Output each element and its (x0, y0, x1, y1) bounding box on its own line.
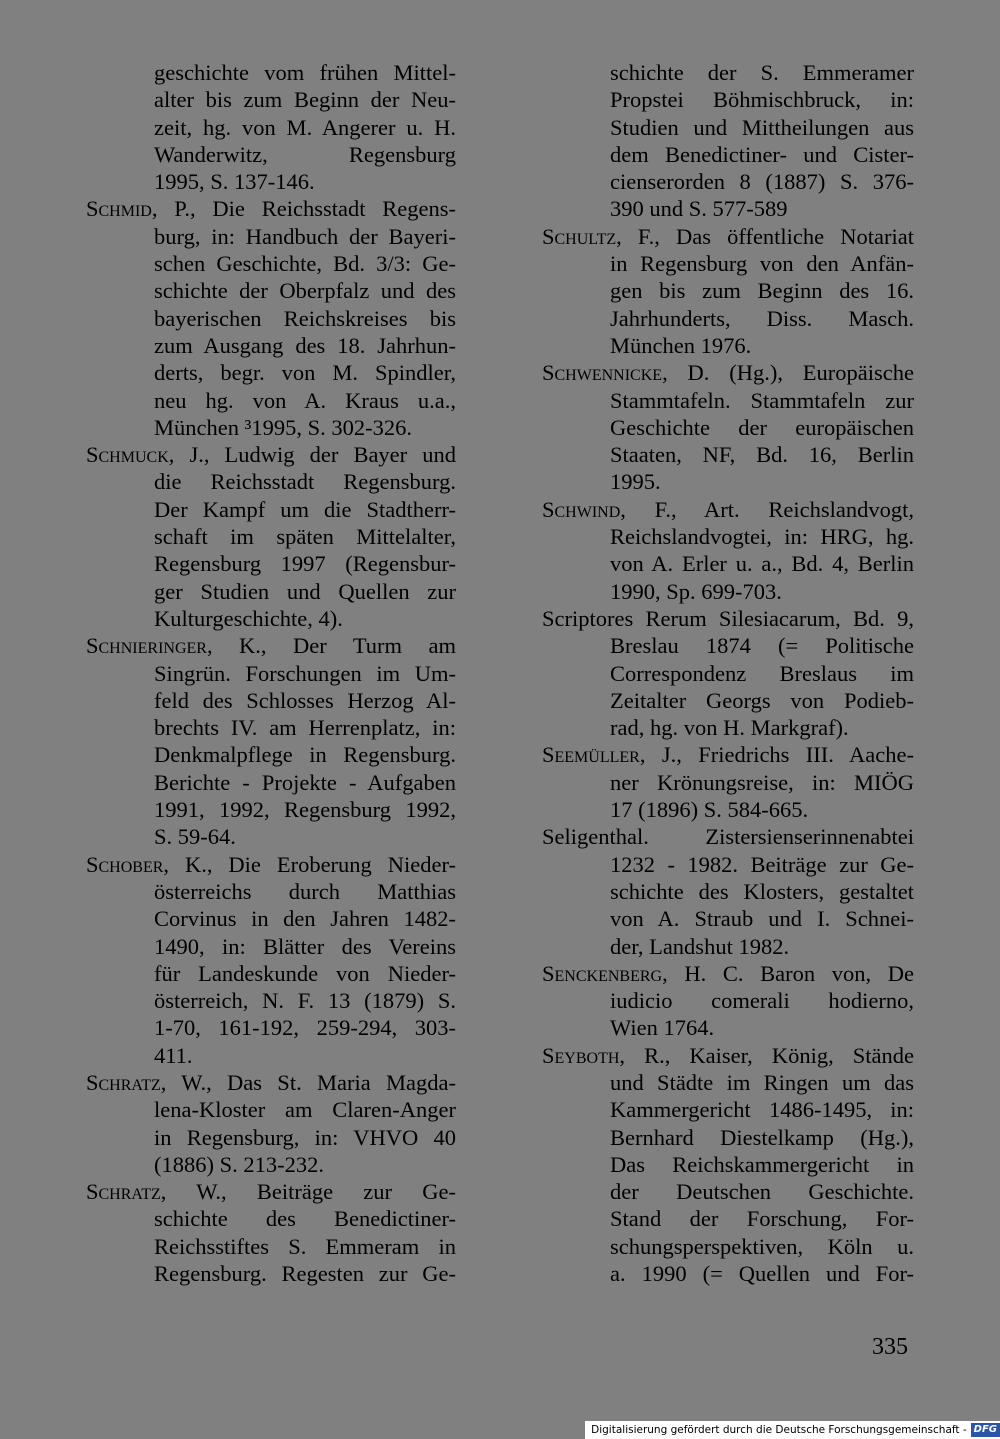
entry-line (542, 550, 914, 577)
line-text: (1886) S. 213-232. (154, 1151, 324, 1177)
bibliography-column-left (86, 59, 456, 1287)
entry-line (86, 468, 456, 495)
line-text: a. 1990 (= Quellen und For- (610, 1261, 914, 1287)
entry-line (542, 277, 914, 304)
entry-line (542, 1069, 914, 1096)
line-text: lena-Kloster am Claren-Anger (154, 1097, 456, 1123)
entry-line (542, 578, 914, 605)
bibliography-entry (542, 359, 914, 495)
bibliography-entry (86, 1069, 456, 1178)
entry-line (86, 550, 456, 577)
line-text: schaft im späten Mittelalter, (154, 524, 456, 550)
entry-line (542, 987, 914, 1014)
entry-line (86, 714, 456, 741)
entry-line (542, 605, 914, 632)
entry-line (86, 59, 456, 86)
line-text: österreich, N. F. 13 (1879) S. (154, 988, 456, 1014)
line-text: ger Studien und Quellen zur (154, 578, 456, 604)
line-text: iudicio comerali hodierno, (610, 988, 914, 1014)
footer-credit (585, 1421, 1000, 1439)
entry-line (542, 1260, 914, 1287)
entry-line (542, 387, 914, 414)
line-text: , P., Die Reichsstadt Regens- (151, 196, 456, 222)
line-text: rad, hg. von H. Markgraf). (610, 715, 849, 741)
entry-line (86, 660, 456, 687)
entry-line (542, 523, 914, 550)
line-text: Regensburg. Regesten zur Ge- (154, 1261, 456, 1287)
entry-line (542, 905, 914, 932)
entry-line (86, 878, 456, 905)
bibliography-entry (86, 632, 456, 850)
line-text: , W., Beiträge zur Ge- (160, 1179, 456, 1205)
line-text: Singrün. Forschungen im Um- (154, 660, 456, 686)
entry-line (542, 468, 914, 495)
line-text: Wien 1764. (610, 1015, 715, 1041)
line-text: Denkmalpflege in Regensburg. (154, 742, 456, 768)
line-text: München 1976. (610, 332, 752, 358)
line-text: österreichs durch Matthias (154, 878, 456, 904)
bibliography-entry (542, 823, 914, 959)
entry-line (86, 578, 456, 605)
line-text: feld des Schlosses Herzog Al- (154, 687, 456, 713)
entry-line (542, 660, 914, 687)
entry-line (542, 1014, 914, 1041)
line-text: , K., Der Turm am (206, 633, 456, 659)
author-name: Schultz (542, 223, 617, 249)
line-text: 1995. (610, 469, 661, 495)
entry-line (542, 1151, 914, 1178)
author-name: Senckenberg (542, 960, 663, 986)
line-text: , F., Art. Reichslandvogt, (620, 496, 914, 522)
entry-line (542, 1124, 914, 1151)
author-name: Schober (86, 851, 164, 877)
entry-line (86, 523, 456, 550)
line-text: von A. Straub und I. Schnei- (610, 906, 914, 932)
entry-line (542, 1178, 914, 1205)
entry-line (542, 441, 914, 468)
line-text: 1990, Sp. 699-703. (610, 578, 782, 604)
line-text: Scriptores Rerum Silesiacarum, Bd. 9, (542, 605, 914, 631)
line-text: Bernhard Diestelkamp (Hg.), (610, 1124, 914, 1150)
entry-line (86, 1178, 456, 1205)
line-text: 1995, S. 137-146. (154, 169, 315, 195)
entry-line (86, 195, 456, 222)
line-text: , K., Die Eroberung Nieder- (163, 851, 456, 877)
entry-line (542, 933, 914, 960)
line-text: Corvinus in den Jahren 1482- (154, 906, 456, 932)
line-text: bayerischen Reichskreises bis (154, 305, 456, 331)
line-text: , J., Ludwig der Bayer und (168, 442, 456, 468)
author-name: Schmuck (86, 442, 169, 468)
entry-line (542, 1042, 914, 1069)
line-text: Propstei Böhmischbruck, in: (610, 87, 914, 113)
entry-line (86, 223, 456, 250)
line-text: Wanderwitz, Regensburg (154, 141, 456, 167)
entry-line (542, 878, 914, 905)
bibliography-entry (542, 605, 914, 741)
entry-line (86, 250, 456, 277)
entry-line (86, 496, 456, 523)
line-text: die Reichsstadt Regensburg. (154, 469, 456, 495)
dfg-logo: DFG (971, 1423, 1000, 1437)
entry-line (86, 1096, 456, 1123)
line-text: zum Ausgang des 18. Jahrhun- (154, 332, 456, 358)
line-text: Der Kampf um die Stadtherr- (154, 496, 456, 522)
line-text: 390 und S. 577-589 (610, 196, 788, 222)
author-name: Schnieringer (86, 633, 207, 659)
entry-line (86, 114, 456, 141)
author-name: Seyboth (542, 1042, 620, 1068)
author-name: Schratz (86, 1069, 161, 1095)
line-text: zeit, hg. von M. Angerer u. H. (154, 114, 456, 140)
line-text: ner Krönungsreise, in: MIÖG (610, 769, 914, 795)
line-text: Jahrhunderts, Diss. Masch. (610, 305, 914, 331)
entry-line (86, 823, 456, 850)
entry-line (86, 1124, 456, 1151)
bibliography-entry (542, 1042, 914, 1288)
line-text: geschichte vom frühen Mittel- (154, 60, 456, 85)
entry-line (86, 1233, 456, 1260)
entry-line (542, 632, 914, 659)
author-name: Schratz (86, 1179, 161, 1205)
author-name: Schmid (86, 196, 152, 222)
entry-line (86, 960, 456, 987)
bibliography-entry (86, 851, 456, 1069)
entry-line (542, 332, 914, 359)
line-text: 1-70, 161-192, 259-294, 303- (154, 1015, 456, 1041)
entry-line (542, 195, 914, 222)
line-text: Regensburg 1997 (Regensbur- (154, 551, 456, 577)
entry-line (86, 1014, 456, 1041)
entry-line (86, 1260, 456, 1287)
bibliography-entry (86, 59, 456, 195)
page-number: 335 (872, 1334, 908, 1360)
entry-line (86, 1042, 456, 1069)
entry-line (542, 414, 914, 441)
entry-line (86, 168, 456, 195)
line-text: burg, in: Handbuch der Bayeri- (154, 223, 456, 249)
entry-line (86, 741, 456, 768)
author-name: Seemüller (542, 742, 640, 768)
line-text: Kammergericht 1486-1495, in: (610, 1097, 914, 1123)
line-text: 1232 - 1982. Beiträge zur Ge- (610, 851, 914, 877)
entry-line (86, 277, 456, 304)
line-text: S. 59-64. (154, 824, 236, 850)
entry-line (542, 59, 914, 86)
line-text: Das Reichskammergericht in (610, 1151, 914, 1177)
entry-line (542, 851, 914, 878)
line-text: der Deutschen Geschichte. (610, 1179, 914, 1205)
entry-line (542, 86, 914, 113)
entry-line (86, 441, 456, 468)
entry-line (542, 1205, 914, 1232)
line-text: Stand der Forschung, For- (610, 1206, 914, 1232)
entry-line (542, 250, 914, 277)
entry-line (542, 1233, 914, 1260)
entry-line (542, 796, 914, 823)
bibliography-entry (86, 1178, 456, 1287)
line-text: Reichslandvogtei, in: HRG, hg. (610, 524, 914, 550)
bibliography-entry (86, 195, 456, 441)
line-text: schen Geschichte, Bd. 3/3: Ge- (154, 251, 456, 277)
bibliography-entry (542, 59, 914, 223)
entry-line (86, 141, 456, 168)
line-text: , F., Das öffentliche Notariat (616, 223, 914, 249)
entry-line (86, 1205, 456, 1232)
entry-line (542, 168, 914, 195)
author-name: Schwind (542, 496, 621, 522)
line-text: brechts IV. am Herrenplatz, in: (154, 715, 456, 741)
line-text: Kulturgeschichte, 4). (154, 605, 343, 631)
line-text: , R., Kaiser, König, Stände (619, 1042, 914, 1068)
line-text: Reichsstiftes S. Emmeram in (154, 1233, 456, 1259)
line-text: Staaten, NF, Bd. 16, Berlin (610, 442, 914, 468)
line-text: Zeitalter Georgs von Podieb- (610, 687, 914, 713)
entry-line (542, 114, 914, 141)
line-text: Correspondenz Breslaus im (610, 660, 914, 686)
line-text: alter bis zum Beginn der Neu- (154, 87, 456, 113)
entry-line (542, 223, 914, 250)
line-text: Geschichte der europäischen (610, 414, 914, 440)
line-text: 1991, 1992, Regensburg 1992, (154, 797, 456, 823)
line-text: schungsperspektiven, Köln u. (610, 1233, 914, 1259)
entry-line (86, 1069, 456, 1096)
line-text: 411. (154, 1042, 193, 1068)
line-text: für Landeskunde von Nieder- (154, 960, 456, 986)
entry-line (86, 987, 456, 1014)
line-text: derts, begr. von M. Spindler, (154, 360, 456, 386)
author-name: Schwennicke (542, 360, 663, 386)
line-text: und Städte im Ringen um das (610, 1069, 914, 1095)
entry-line (86, 933, 456, 960)
line-text: gen bis zum Beginn des 16. (610, 278, 914, 304)
line-text: der, Landshut 1982. (610, 933, 790, 959)
entry-line (86, 851, 456, 878)
bibliography-entry (542, 223, 914, 359)
entry-line (86, 1151, 456, 1178)
line-text: Breslau 1874 (= Politische (610, 633, 914, 659)
line-text: Studien und Mittheilungen aus (610, 114, 914, 140)
line-text: schichte des Klosters, gestaltet (610, 878, 914, 904)
line-text: , H. C. Baron von, De (662, 960, 914, 986)
entry-line (542, 741, 914, 768)
line-text: dem Benedictiner- und Cister- (610, 141, 914, 167)
line-text: von A. Erler u. a., Bd. 4, Berlin (610, 551, 914, 577)
line-text: schichte des Benedictiner- (154, 1206, 456, 1232)
entry-line (542, 141, 914, 168)
line-text: 17 (1896) S. 584-665. (610, 797, 809, 823)
entry-line (86, 796, 456, 823)
line-text: , D. (Hg.), Europäische (662, 360, 914, 386)
entry-line (542, 1096, 914, 1123)
bibliography-column-right (542, 59, 914, 1287)
line-text: schichte der S. Emmeramer (610, 60, 914, 85)
entry-line (542, 305, 914, 332)
line-text: neu hg. von A. Kraus u.a., (154, 387, 456, 413)
entry-line (542, 687, 914, 714)
entry-line (542, 714, 914, 741)
entry-line (542, 496, 914, 523)
line-text: München ³1995, S. 302-326. (154, 414, 412, 440)
bibliography-entry (86, 441, 456, 632)
entry-line (86, 605, 456, 632)
entry-line (86, 86, 456, 113)
entry-line (86, 632, 456, 659)
bibliography-entry (542, 741, 914, 823)
entry-line (542, 960, 914, 987)
entry-line (86, 687, 456, 714)
line-text: cienserorden 8 (1887) S. 376- (610, 169, 914, 195)
entry-line (542, 769, 914, 796)
bibliography-entry (542, 960, 914, 1042)
entry-line (542, 359, 914, 386)
entry-line (86, 905, 456, 932)
line-text: , W., Das St. Maria Magda- (160, 1069, 456, 1095)
line-text: , J., Friedrichs III. Aache- (639, 742, 914, 768)
entry-line (86, 332, 456, 359)
entry-line (542, 823, 914, 850)
line-text: schichte der Oberpfalz und des (154, 278, 456, 304)
entry-line (86, 769, 456, 796)
line-text: in Regensburg von den Anfän- (610, 251, 914, 277)
entry-line (86, 359, 456, 386)
entry-line (86, 387, 456, 414)
line-text: Seligenthal. Zistersienserinnenabtei (542, 824, 914, 850)
entry-line (86, 305, 456, 332)
line-text: Berichte - Projekte - Aufgaben (154, 769, 456, 795)
footer-text: Digitalisierung gefördert durch die Deutsche Forschungsgemeinschaft - (591, 1424, 967, 1436)
bibliography-entry (542, 496, 914, 605)
line-text: Stammtafeln. Stammtafeln zur (610, 387, 914, 413)
line-text: in Regensburg, in: VHVO 40 (154, 1124, 456, 1150)
line-text: 1490, in: Blätter des Vereins (154, 933, 456, 959)
entry-line (86, 414, 456, 441)
